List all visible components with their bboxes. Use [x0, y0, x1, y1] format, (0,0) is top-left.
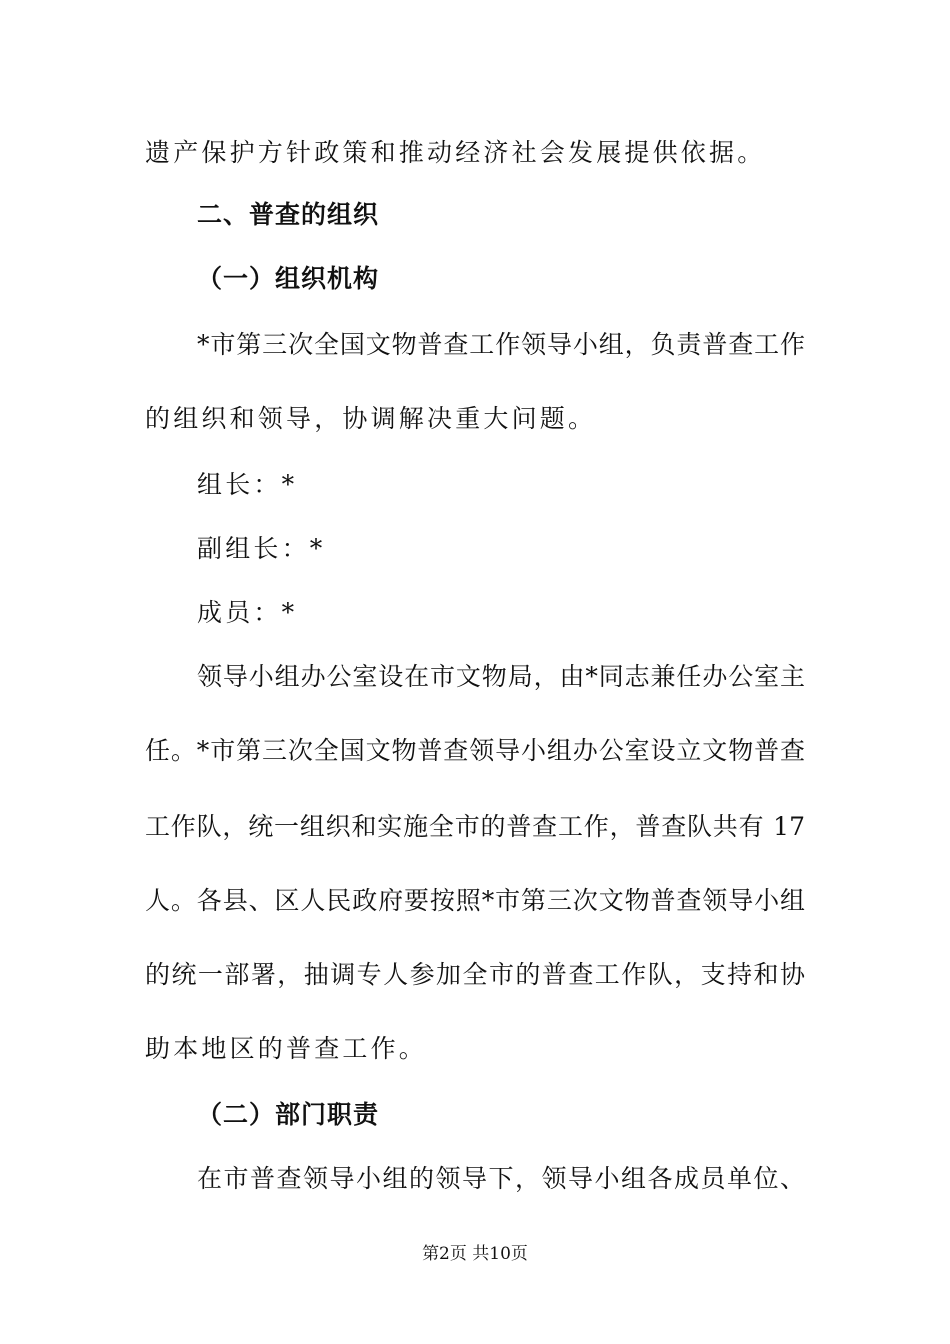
list-item-deputy-leader: 副组长：* — [197, 534, 326, 563]
paragraph-line: 任。*市第三次全国文物普查领导小组办公室设立文物普查 — [145, 736, 805, 765]
subsection-heading: （二）部门职责 — [197, 1100, 380, 1129]
paragraph-line: 工作队，统一组织和实施全市的普查工作，普查队共有 17 — [145, 812, 805, 841]
paragraph-line: *市第三次全国文物普查工作领导小组，负责普查工作 — [197, 330, 805, 359]
paragraph-line: 的统一部署，抽调专人参加全市的普查工作队，支持和协 — [145, 960, 805, 989]
paragraph-line: 的组织和领导，协调解决重大问题。 — [145, 404, 597, 433]
section-heading: 二、普查的组织 — [197, 200, 380, 229]
paragraph-line: 人。各县、区人民政府要按照*市第三次文物普查领导小组 — [145, 886, 805, 915]
paragraph-line: 助本地区的普查工作。 — [145, 1034, 428, 1063]
list-item-members: 成员：* — [197, 598, 298, 627]
paragraph-line: 遗产保护方针政策和推动经济社会发展提供依据。 — [145, 138, 766, 167]
subsection-heading: （一）组织机构 — [197, 264, 380, 293]
list-item-leader: 组长：* — [197, 470, 298, 499]
paragraph-line: 领导小组办公室设在市文物局，由*同志兼任办公室主 — [197, 662, 805, 691]
page-footer: 第2页 共10页 — [422, 1244, 528, 1264]
paragraph-line: 在市普查领导小组的领导下，领导小组各成员单位、 — [197, 1164, 805, 1193]
